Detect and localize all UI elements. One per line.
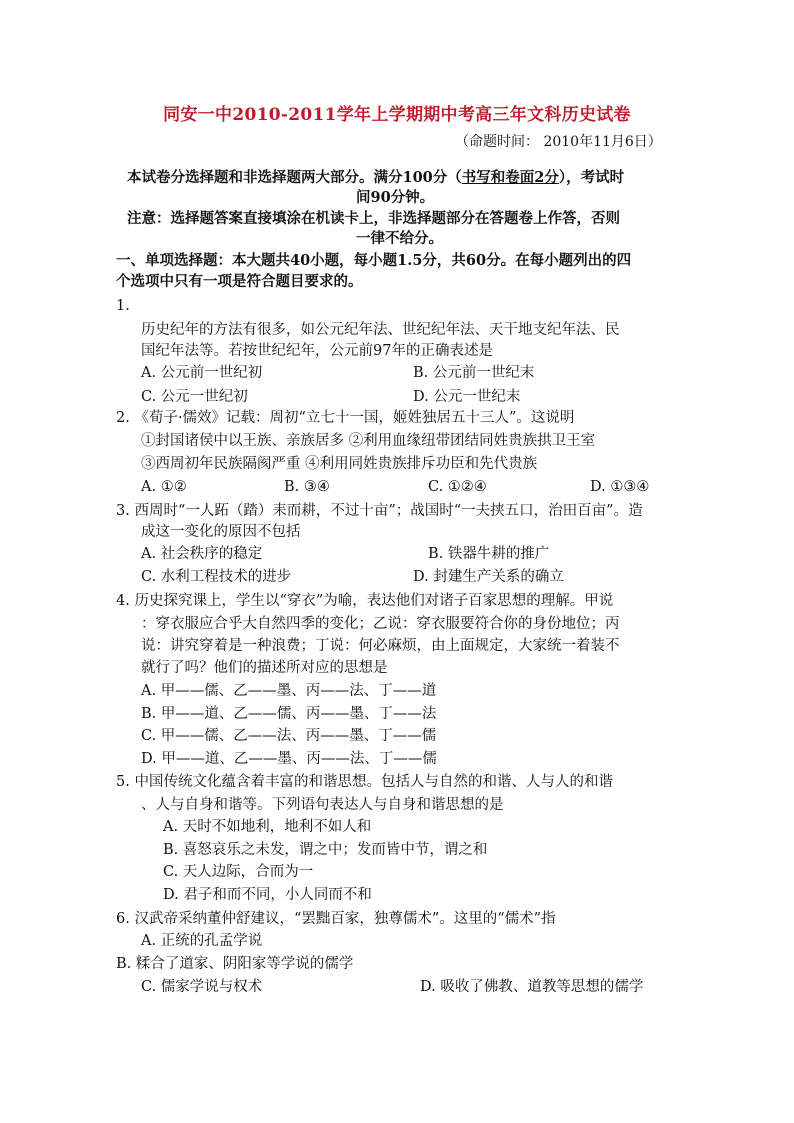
notice-line-4: 一律不给分。	[356, 230, 443, 247]
q4-stem-1: 4. 历史探究课上，学生以“穿衣”为喻，表达他们对诸子百家思想的理解。甲说	[116, 593, 614, 609]
exam-title: 同安一中2010-2011学年上学期期中考高三年文科历史试卷	[163, 105, 631, 125]
q2-stem-3: ③西周初年民族隔阂严重 ④利用同姓贵族排斥功臣和先代贵族	[141, 456, 538, 472]
q4-stem-3: 说：讲究穿着是一种浪费；丁说：何必麻烦，由上面规定，大家统一着装不	[141, 638, 620, 654]
q1-option-d: D. 公元一世纪末	[413, 389, 521, 405]
q4-option-b: B. 甲——道、乙——儒、丙——墨、丁——法	[141, 706, 437, 722]
notice-line-3: 注意：选择题答案直接填涂在机读卡上，非选择题部分在答题卷上作答，否则	[127, 210, 620, 227]
section-heading-2: 个选项中只有一项是符合题目要求的。	[116, 273, 363, 290]
q2-option-a: A. ①②	[141, 479, 187, 495]
q1-option-a: A. 公元前一世纪初	[141, 365, 263, 381]
notice-line-1: 本试卷分选择题和非选择题两大部分。满分100分（书写和卷面2分），考试时	[127, 169, 625, 186]
q2-option-d: D. ①③④	[590, 479, 650, 495]
q4-stem-4: 就行了吗？他们的描述所对应的思想是	[141, 660, 388, 676]
q5-stem-1: 5. 中国传统文化蕴含着丰富的和谐思想。包括人与自然的和谐、人与人的和谐	[116, 774, 613, 790]
q3-stem-1: 3. 西周时“一人跖（踏）耒而耕，不过十亩”；战国时“一夫挟五口，治田百亩”。造	[116, 503, 643, 519]
q6-option-c: C. 儒家学说与权术	[141, 979, 263, 995]
section-heading-1: 一、单项选择题：本大题共40小题，每小题1.5分，共60分。在每小题列出的四	[116, 252, 632, 269]
q5-option-c: C. 天人边际，合而为一	[163, 864, 314, 880]
q5-option-a: A. 天时不如地利，地利不如人和	[163, 819, 372, 835]
q3-option-b: B. 铁器牛耕的推广	[428, 546, 550, 562]
q2-stem-1: 2. 《荀子·儒效》记载：周初“立七十一国，姬姓独居五十三人”。这说明	[116, 410, 575, 426]
q1-stem-1: 历史纪年的方法有很多，如公元纪年法、世纪纪年法、天干地支纪年法、民	[141, 322, 620, 338]
q5-option-d: D. 君子和而不同，小人同而不和	[163, 887, 372, 903]
q3-option-c: C. 水利工程技术的进步	[141, 569, 292, 585]
q3-option-a: A. 社会秩序的稳定	[141, 546, 263, 562]
q1-stem-2: 国纪年法等。若按世纪纪年，公元前97年的正确表述是	[141, 343, 493, 359]
q1-option-b: B. 公元前一世纪末	[413, 365, 535, 381]
q5-option-b: B. 喜怒哀乐之未发，谓之中；发而皆中节，谓之和	[163, 842, 488, 858]
q3-stem-2: 成这一变化的原因不包括	[141, 524, 301, 540]
q1-number: 1.	[116, 298, 130, 314]
notice-line-2: 间90分钟。	[356, 189, 435, 206]
q4-option-a: A. 甲——儒、乙——墨、丙——法、丁——道	[141, 683, 437, 699]
q2-stem-2: ①封国诸侯中以王族、亲族居多 ②利用血缘纽带团结同姓贵族拱卫王室	[141, 433, 596, 449]
q6-option-b: B. 糅合了道家、阴阳家等学说的儒学	[116, 956, 354, 972]
q6-stem-1: 6. 汉武帝采纳董仲舒建议，“罢黜百家，独尊儒术”。这里的“儒术”指	[116, 911, 556, 927]
exam-date: （命题时间： 2010年11月6日）	[455, 134, 662, 150]
q5-stem-2: 、人与自身和谐等。下列语句表达人与自身和谐思想的是	[141, 797, 504, 813]
q1-option-c: C. 公元一世纪初	[141, 389, 248, 405]
q4-stem-2: ：穿衣服应合乎大自然四季的变化；乙说：穿衣服要符合你的身份地位；丙	[141, 616, 620, 632]
q4-option-d: D. 甲——道、乙——墨、丙——法、丁——儒	[141, 751, 437, 767]
q2-option-c: C. ①②④	[428, 479, 487, 495]
q4-option-c: C. 甲——儒、乙——法、丙——墨、丁——儒	[141, 728, 437, 744]
q6-option-a: A. 正统的孔孟学说	[141, 933, 263, 949]
q3-option-d: D. 封建生产关系的确立	[413, 569, 564, 585]
q2-option-b: B. ③④	[284, 479, 330, 495]
q6-option-d: D. 吸收了佛教、道教等思想的儒学	[420, 979, 644, 995]
